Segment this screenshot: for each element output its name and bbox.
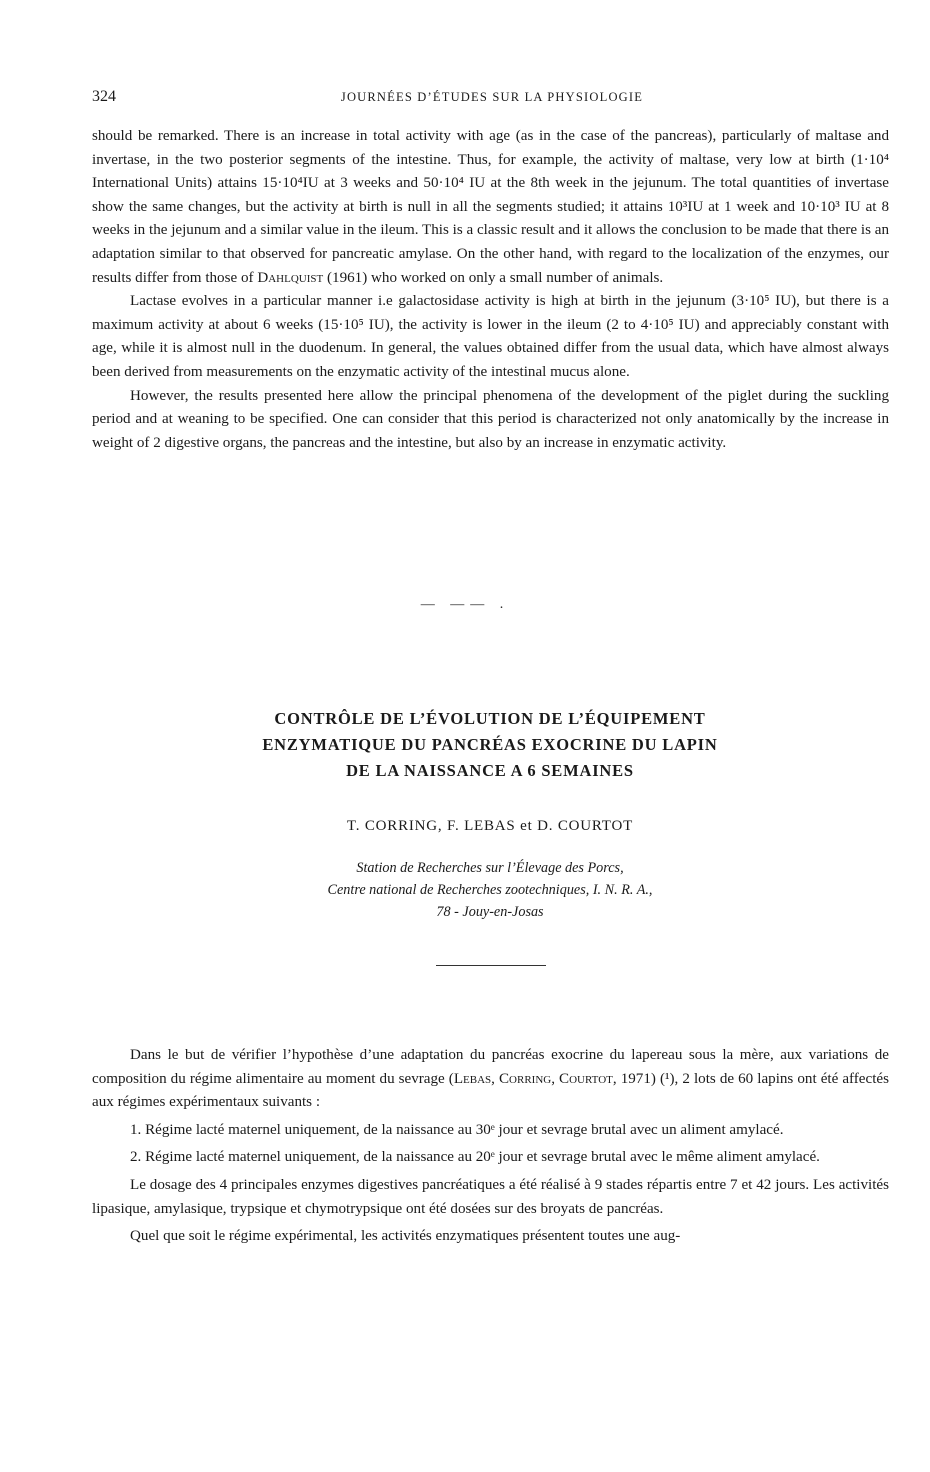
paragraph: Dans le but de vérifier l’hypothèse d’une adaptation du pancréas exocrine du lapereau sous la mère, aux variations de composition du régime alimentaire au moment du sevrage (Lebas, Corring, Courtot, 1971) (¹), 2 lots de 60 lapins ont été affectés aux régimes expérimentaux suivants :	[92, 1047, 889, 1111]
page-number: 324	[92, 88, 116, 105]
paragraph: Le dosage des 4 principales enzymes digestives pancréatiques a été réalisé à 9 stades répartis entre 7 et 42 jours. Les activités lipasique, amylasique, trypsique et chymotrypsique ont été dosées sur des broyats de pancréas.	[92, 1176, 889, 1217]
previous-article-conclusion	[92, 125, 889, 455]
title-line: DE LA NAISSANCE A 6 SEMAINES	[346, 761, 634, 780]
paragraph: should be remarked. There is an increase in total activity with age (as in the case of the pancreas), particularly of maltase and invertase, in the two posterior segments of the intestine. Thus, for example, the activity of maltase, very low at birth (1·10⁴ International Units) attains 15·10⁴IU at 3 weeks and 50·10⁴ IU at the 8th week in the jejunum. The total quantities of invertase show the same changes, but the activity at birth is null in all the segments studied; it attains 10³IU at 1 week and 10·10³ IU at 8 weeks in the jejunum and a similar value in the ileum. This is a classic result and it allows the conclusion to be made that there is an adaptation similar to that observed for pancreatic amylase. On the other hand, with regard to the localization of the enzymes, our results differ from those of Dahlquist (1961) who worked on only a small number of animals.	[92, 128, 889, 286]
cited-author: Dahlquist	[257, 269, 324, 286]
title-line: CONTRÔLE DE L’ÉVOLUTION DE L’ÉQUIPEMENT	[274, 709, 706, 728]
title-line: ENZYMATIQUE DU PANCRÉAS EXOCRINE DU LAPIN	[262, 735, 718, 754]
article-authors: T. CORRING, F. LEBAS et D. COURTOT	[346, 818, 634, 834]
paragraph: Quel que soit le régime expérimental, les activités enzymatiques présentent toutes une aug-	[130, 1228, 681, 1245]
article-body	[92, 1044, 889, 1253]
affiliation-line: Station de Recherches sur l’Élevage des Porcs,	[356, 860, 624, 876]
affiliation-line: 78 - Jouy-en-Josas	[436, 904, 544, 920]
running-title: JOURNÉES D’ÉTUDES SUR LA PHYSIOLOGIE	[340, 90, 644, 104]
article-title	[150, 706, 830, 784]
list-item: 1. Régime lacté maternel uniquement, de la naissance au 30ᵉ jour et sevrage brutal avec un aliment amylacé.	[130, 1121, 784, 1138]
paragraph: However, the results presented here allow the principal phenomena of the development of the piglet during the suckling period and at weaning to be specified. One can consider that this period is characterized not only anatomically by the increase in weight of 2 digestive organs, the pancreas and the intestine, but also by an increase in enzymatic activity.	[92, 387, 889, 451]
section-separator: — —— .	[420, 597, 510, 612]
affiliation-line: Centre national de Recherches zootechniques, I. N. R. A.,	[327, 882, 653, 898]
article-affiliation	[150, 857, 830, 923]
paragraph: Lactase evolves in a particular manner i.e galactosidase activity is high at birth in the jejunum (3·10⁵ IU), but there is a maximum activity at about 6 weeks (15·10⁵ IU), the activity is lower in the ileum (2 to 4·10⁵ IU) and appreciably constant with age, while it is almost null in the duodenum. In general, the values obtained differ from the usual data, which have almost always been derived from measurements on the enzymatic activity of the intestinal mucus alone.	[92, 293, 889, 380]
title-rule	[436, 965, 546, 966]
running-head	[92, 88, 892, 110]
list-item: 2. Régime lacté maternel uniquement, de la naissance au 20ᵉ jour et sevrage brutal avec le même aliment amylacé.	[130, 1149, 820, 1166]
citation: Lebas, Corring, Courtot,	[453, 1070, 617, 1087]
